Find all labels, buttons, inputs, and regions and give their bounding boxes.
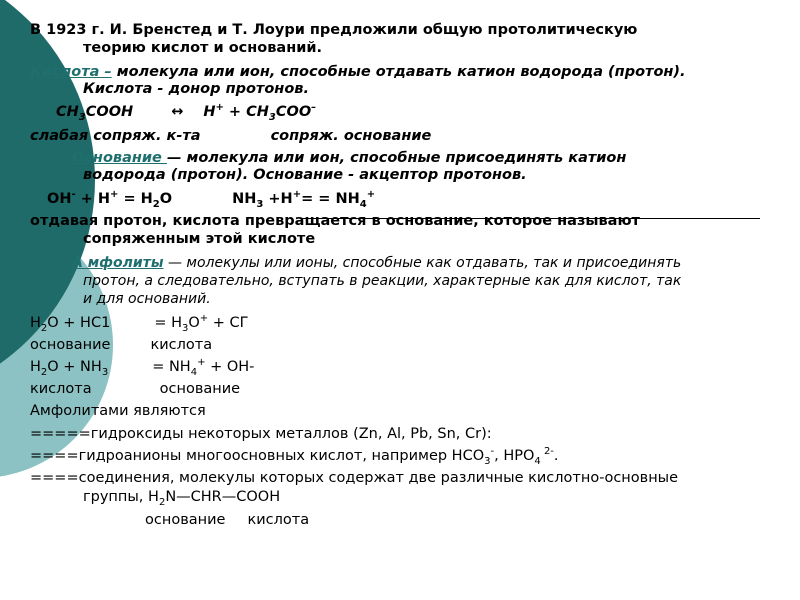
acetic-acid-equation: $CH_3COOH$ ↔ $H^+ + CH_3COO^-$ xyxy=(56,102,317,123)
water-ammonia-roles: кислота основание xyxy=(30,381,241,397)
ampholytes-compounds-2: группы, $H_2N—CHR—COOH$ xyxy=(83,489,281,508)
base-acceptor-line: водорода (протон). Основание - акцептор протонов. xyxy=(83,167,527,183)
acid-term: Кислота – xyxy=(30,64,112,80)
water-hcl-equation: $H_2O + HC1 = H_3O^+$ + CГ xyxy=(30,313,249,334)
base-term: Основание xyxy=(72,150,167,166)
water-hcl-roles: основание кислота xyxy=(30,337,213,353)
ampholytes-compounds-1: ====соединения, молекулы которых содержат две различные кислотно-основные xyxy=(30,470,679,486)
acid-donor-line: Кислота - донор протонов. xyxy=(83,81,309,97)
ampholyte-line-3: и для оснований. xyxy=(83,291,211,307)
water-ammonia-equation: $H_2O + NH_3 = NH_4^+ + OH-$ xyxy=(30,357,255,378)
base-equations: $OH^- + H^+ = H_2O$ $NH_3 +H^+= = NH_4^+$ xyxy=(47,189,376,210)
conjugate-statement-2: сопряженным этой кислоте xyxy=(83,231,316,247)
ampholytes-hydroxides: =====гидроксиды некоторых металлов (Zn, Al, Pb, Sn, Cr): xyxy=(30,426,492,442)
amino-acid-roles: основание кислота xyxy=(145,512,310,528)
conjugate-statement-1: отдавая протон, кислота превращается в основание, которое называют xyxy=(30,213,640,229)
equilibrium-arrow-icon: ↔ xyxy=(171,104,184,120)
base-definition: Основание — молекула или ион, способные присоединять катион xyxy=(72,150,627,166)
ampholyte-line-2: протон, а следовательно, вступать в реакции, характерные как для кислот, так xyxy=(83,273,682,289)
ampholytes-hydroanions: ====гидроанионы многоосновных кислот, например $НСО_3^-$, $НРО_4$ $^{2-}$. xyxy=(30,446,559,467)
ampholyte-definition: А мфолиты — молекулы или ионы, способные как отдавать, так и присоединять xyxy=(72,255,682,271)
ampholyte-term: А мфолиты xyxy=(72,255,164,271)
intro-line-1: В 1923 г. И. Бренстед и Т. Лоури предложили общую протолитическую xyxy=(30,22,638,38)
ampholytes-are: Амфолитами являются xyxy=(30,403,206,419)
intro-line-2: теорию кислот и оснований. xyxy=(83,40,323,56)
acid-definition: Кислота – молекула или ион, способные отдавать катион водорода (протон). xyxy=(30,64,686,80)
conjugate-labels: слабая сопряж. к-та сопряж. основание xyxy=(30,128,432,144)
